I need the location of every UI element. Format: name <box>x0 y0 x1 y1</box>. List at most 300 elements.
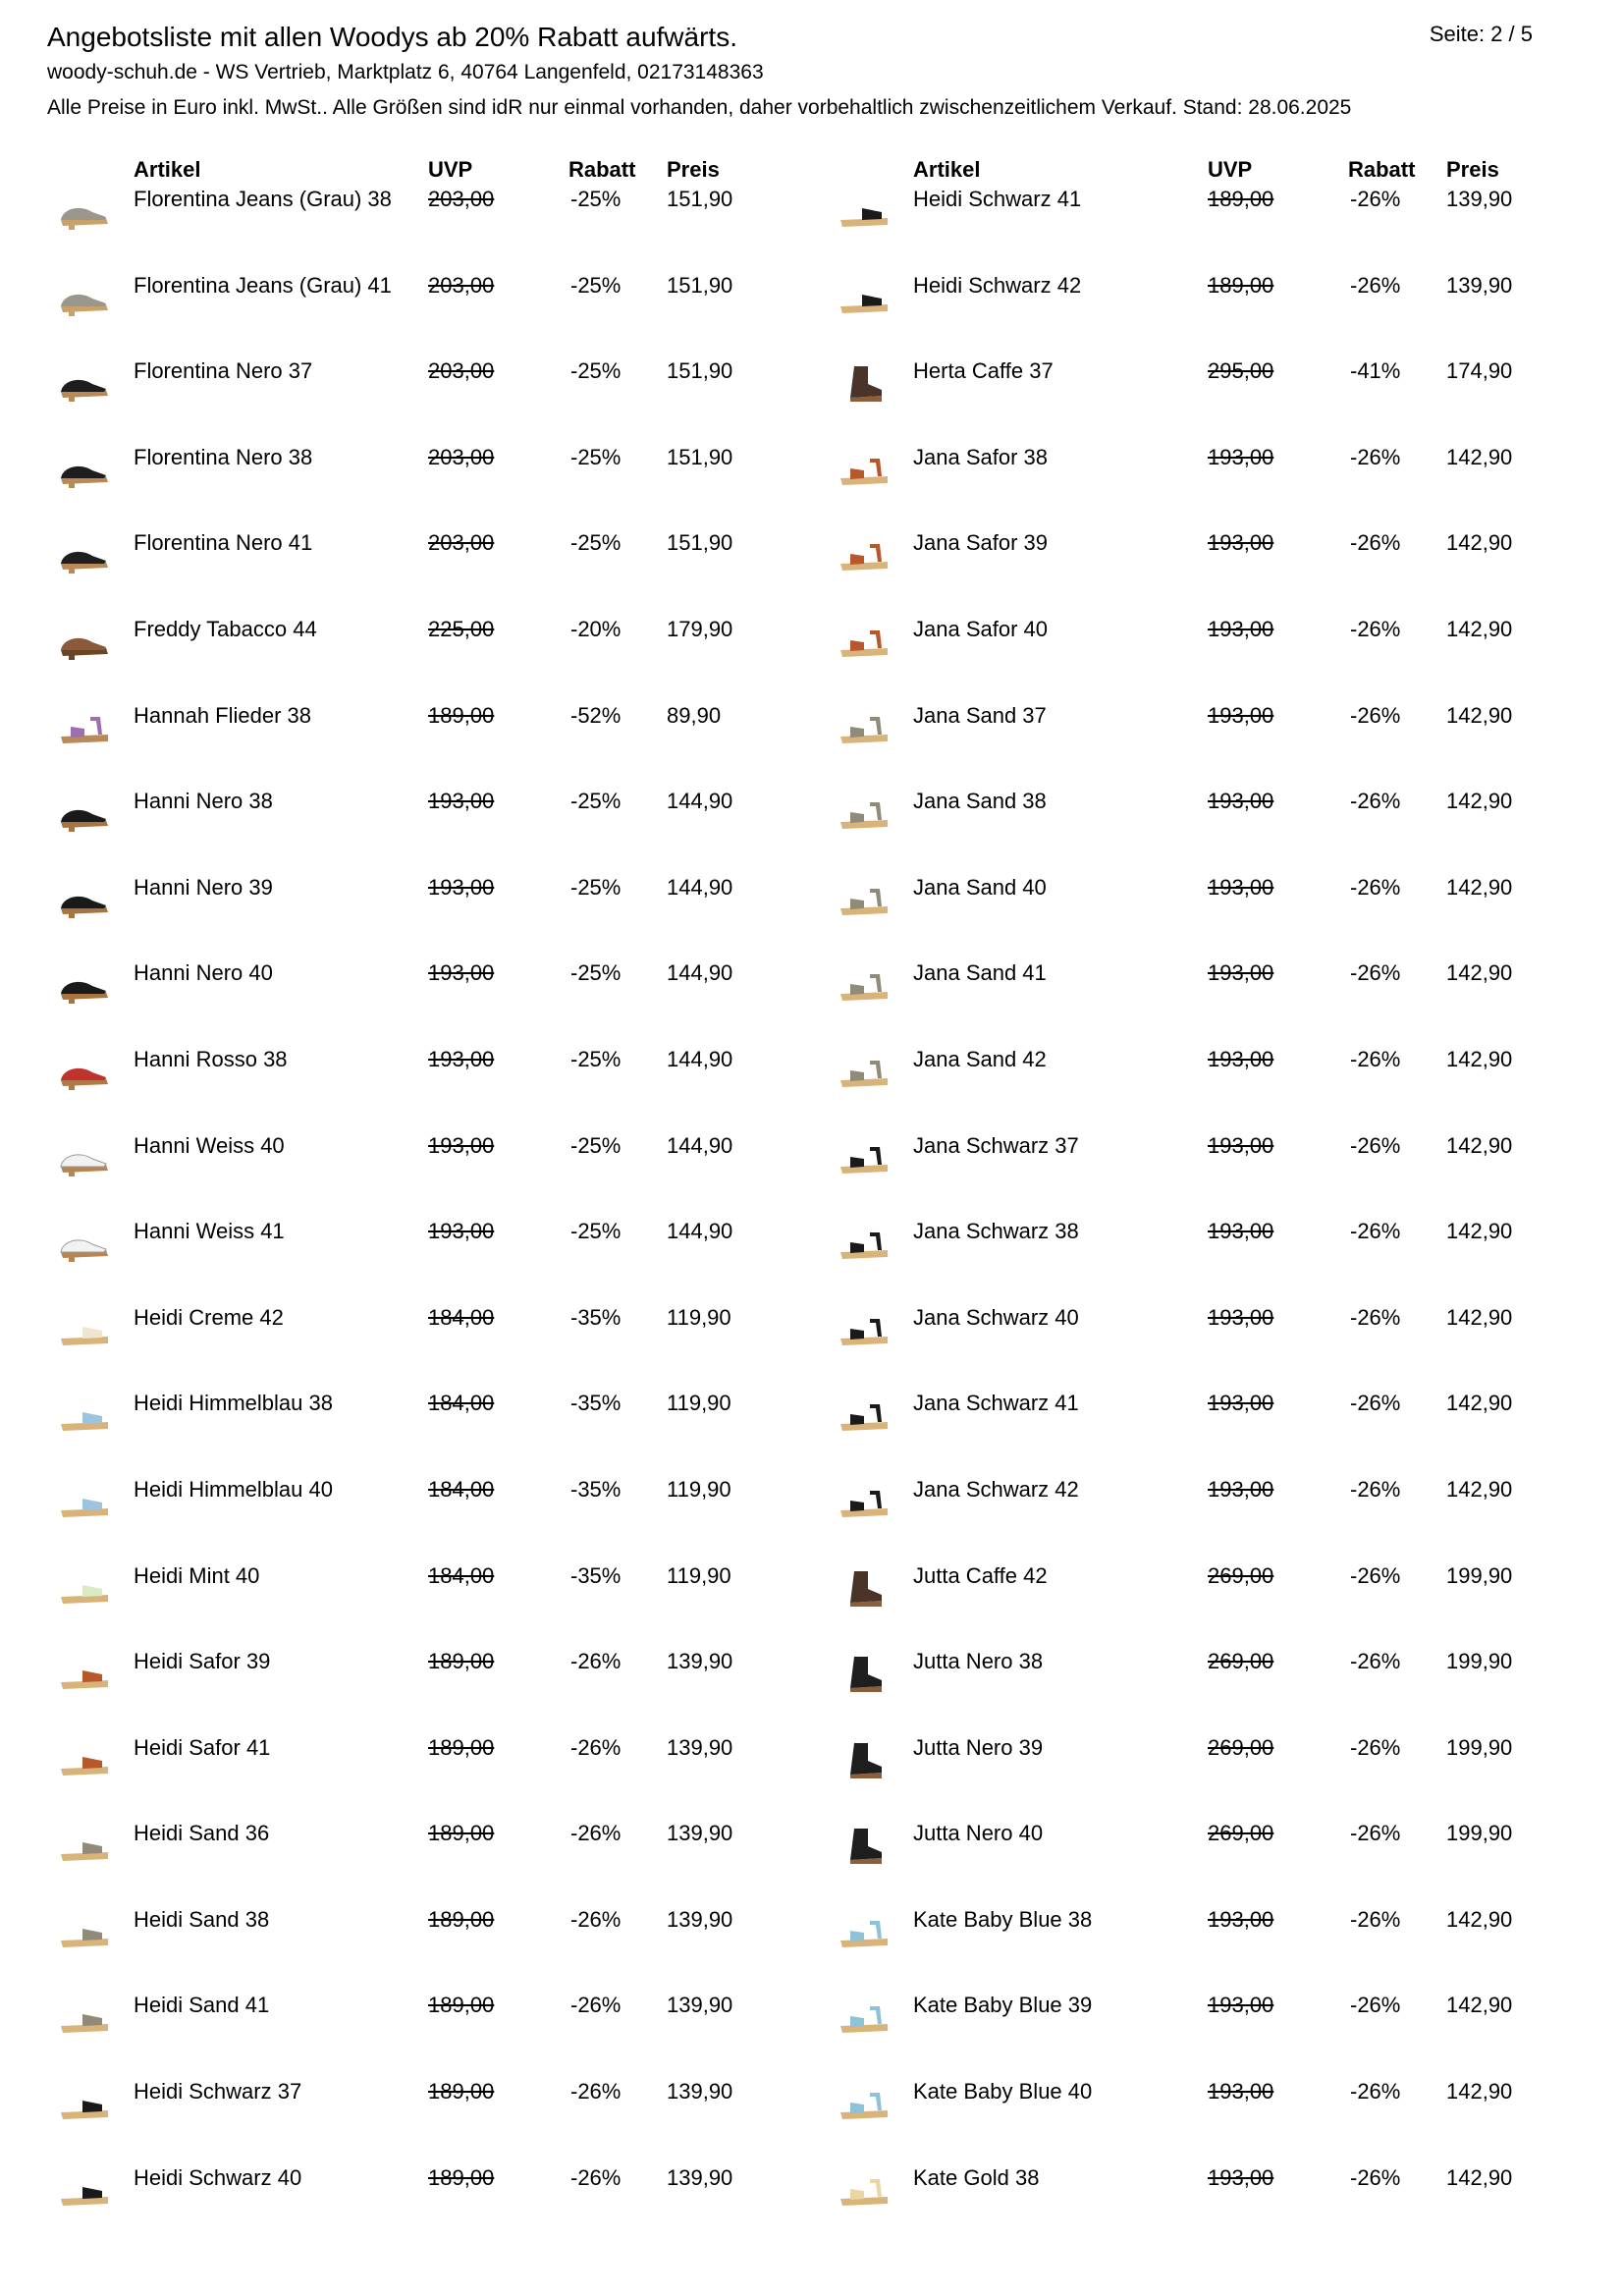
discount: -26% <box>1350 616 1401 641</box>
sale-price: 142,90 <box>1446 530 1513 556</box>
product-name: Florentina Jeans (Grau) 41 <box>134 272 392 298</box>
sale-price: 139,90 <box>667 1821 733 1846</box>
discount: -26% <box>1350 702 1401 728</box>
shoe-thumbnail-icon <box>837 1137 892 1178</box>
discount: -26% <box>1350 1562 1401 1588</box>
shoe-thumbnail-icon <box>837 879 892 920</box>
shoe-thumbnail-icon <box>57 793 112 834</box>
product-name: Heidi Schwarz 42 <box>913 272 1082 298</box>
shoe-thumbnail-icon <box>837 1481 892 1522</box>
shoe-thumbnail-icon <box>57 1739 112 1780</box>
list-price: 193,00 <box>428 789 495 814</box>
list-price: 193,00 <box>1208 1132 1274 1158</box>
table-row <box>827 1219 1602 1305</box>
product-name: Jutta Nero 40 <box>913 1821 1044 1846</box>
list-price: 193,00 <box>1208 1476 1274 1502</box>
product-name: Jana Safor 38 <box>913 444 1048 469</box>
shoe-thumbnail-icon <box>837 1825 892 1866</box>
list-price: 193,00 <box>1208 616 1274 641</box>
discount: -26% <box>1350 1906 1401 1932</box>
sale-price: 174,90 <box>1446 358 1513 384</box>
list-price: 193,00 <box>428 1046 495 1071</box>
list-price: 193,00 <box>1208 1906 1274 1932</box>
list-price: 193,00 <box>428 874 495 900</box>
discount: -25% <box>570 444 622 469</box>
list-price: 193,00 <box>1208 444 1274 469</box>
list-price: 189,00 <box>428 1649 495 1674</box>
list-price: 203,00 <box>428 358 495 384</box>
list-price: 184,00 <box>428 1476 495 1502</box>
discount: -35% <box>570 1304 622 1330</box>
product-name: Kate Baby Blue 39 <box>913 1993 1093 2018</box>
table-row <box>827 1305 1602 1392</box>
shoe-thumbnail-icon <box>837 1051 892 1092</box>
discount: -25% <box>570 960 622 986</box>
list-price: 193,00 <box>428 1219 495 1244</box>
shoe-thumbnail-icon <box>57 1481 112 1522</box>
shoe-thumbnail-icon <box>837 707 892 748</box>
page-title: Angebotsliste mit allen Woodys ab 20% Rabatt aufwärts. <box>47 22 737 52</box>
list-price: 269,00 <box>1208 1562 1274 1588</box>
product-name: Kate Baby Blue 38 <box>913 1906 1093 1932</box>
shoe-thumbnail-icon <box>837 1223 892 1264</box>
sale-price: 144,90 <box>667 960 733 986</box>
table-row <box>47 1735 823 1822</box>
product-name: Jana Sand 41 <box>913 960 1047 986</box>
list-price: 189,00 <box>428 1993 495 2018</box>
list-price: 193,00 <box>1208 530 1274 556</box>
shoe-thumbnail-icon <box>837 534 892 575</box>
sale-price: 139,90 <box>667 1734 733 1760</box>
sale-price: 144,90 <box>667 874 733 900</box>
table-row <box>47 960 823 1047</box>
shoe-thumbnail-icon <box>837 2169 892 2211</box>
discount: -26% <box>1350 272 1401 298</box>
product-name: Heidi Schwarz 40 <box>134 2164 302 2190</box>
sale-price: 142,90 <box>1446 874 1513 900</box>
product-name: Jana Sand 40 <box>913 874 1047 900</box>
table-row <box>827 617 1602 703</box>
sale-price: 144,90 <box>667 1219 733 1244</box>
discount: -52% <box>570 702 622 728</box>
sale-price: 199,90 <box>1446 1734 1513 1760</box>
discount: -25% <box>570 272 622 298</box>
list-price: 193,00 <box>1208 2079 1274 2105</box>
header-uvp: UVP <box>1208 157 1253 182</box>
shoe-thumbnail-icon <box>57 964 112 1006</box>
header-price: Preis <box>1446 157 1499 182</box>
sale-price: 139,90 <box>667 2079 733 2105</box>
list-price: 189,00 <box>428 2164 495 2190</box>
discount: -26% <box>570 2079 622 2105</box>
discount: -26% <box>570 1821 622 1846</box>
discount: -26% <box>1350 1821 1401 1846</box>
list-price: 203,00 <box>428 272 495 298</box>
sale-price: 151,90 <box>667 530 733 556</box>
list-price: 193,00 <box>1208 1304 1274 1330</box>
header-article: Artikel <box>134 157 201 182</box>
table-row <box>47 445 823 531</box>
list-price: 295,00 <box>1208 358 1274 384</box>
product-name: Heidi Sand 36 <box>134 1821 270 1846</box>
product-name: Hanni Rosso 38 <box>134 1046 288 1071</box>
product-name: Jutta Nero 38 <box>913 1649 1044 1674</box>
product-name: Hanni Weiss 40 <box>134 1132 285 1158</box>
product-name: Jana Schwarz 38 <box>913 1219 1079 1244</box>
shoe-thumbnail-icon <box>57 707 112 748</box>
table-row <box>47 1219 823 1305</box>
header-discount: Rabatt <box>568 157 636 182</box>
list-price: 193,00 <box>1208 1046 1274 1071</box>
table-row <box>47 703 823 790</box>
sale-price: 142,90 <box>1446 1391 1513 1416</box>
discount: -25% <box>570 874 622 900</box>
table-row <box>827 1735 1602 1822</box>
sale-price: 142,90 <box>1446 616 1513 641</box>
product-name: Jana Sand 37 <box>913 702 1047 728</box>
discount: -26% <box>570 1993 622 2018</box>
table-row <box>827 1649 1602 1735</box>
table-row <box>827 187 1602 273</box>
product-name: Freddy Tabacco 44 <box>134 616 317 641</box>
price-notice: Alle Preise in Euro inkl. MwSt.. Alle Größen sind idR nur einmal vorhanden, daher vorbehaltlich zwischenzeitlichem Verkauf. Stand: 28.06.2025 <box>47 96 1352 119</box>
list-price: 269,00 <box>1208 1734 1274 1760</box>
sale-price: 151,90 <box>667 358 733 384</box>
sale-price: 119,90 <box>667 1391 731 1416</box>
shoe-thumbnail-icon <box>57 1223 112 1264</box>
list-price: 193,00 <box>1208 960 1274 986</box>
product-name: Jutta Caffe 42 <box>913 1562 1048 1588</box>
product-name: Florentina Nero 38 <box>134 444 313 469</box>
shoe-thumbnail-icon <box>57 879 112 920</box>
sale-price: 142,90 <box>1446 1046 1513 1071</box>
table-row <box>827 1907 1602 1994</box>
shoe-thumbnail-icon <box>837 449 892 490</box>
table-row <box>47 2079 823 2165</box>
table-row <box>827 875 1602 961</box>
shoe-thumbnail-icon <box>57 277 112 318</box>
sale-price: 151,90 <box>667 272 733 298</box>
shoe-thumbnail-icon <box>837 191 892 232</box>
product-name: Hanni Nero 39 <box>134 874 273 900</box>
sale-price: 139,90 <box>1446 272 1513 298</box>
sale-price: 139,90 <box>667 2164 733 2190</box>
shoe-thumbnail-icon <box>57 2083 112 2124</box>
product-name: Hanni Nero 40 <box>134 960 273 986</box>
list-price: 193,00 <box>428 960 495 986</box>
discount: -26% <box>1350 1046 1401 1071</box>
product-name: Heidi Safor 39 <box>134 1649 271 1674</box>
sale-price: 119,90 <box>667 1304 731 1330</box>
list-price: 189,00 <box>428 2079 495 2105</box>
shoe-thumbnail-icon <box>57 449 112 490</box>
sale-price: 199,90 <box>1446 1821 1513 1846</box>
sale-price: 119,90 <box>667 1476 731 1502</box>
shoe-thumbnail-icon <box>57 621 112 662</box>
list-price: 203,00 <box>428 187 495 211</box>
sale-price: 142,90 <box>1446 702 1513 728</box>
shoe-thumbnail-icon <box>57 1825 112 1866</box>
shoe-thumbnail-icon <box>57 191 112 232</box>
shoe-thumbnail-icon <box>837 621 892 662</box>
table-row <box>47 273 823 359</box>
product-name: Hanni Weiss 41 <box>134 1219 285 1244</box>
list-price: 193,00 <box>1208 1219 1274 1244</box>
shoe-thumbnail-icon <box>837 277 892 318</box>
product-name: Heidi Mint 40 <box>134 1562 260 1588</box>
sale-price: 89,90 <box>667 702 722 728</box>
list-price: 189,00 <box>1208 187 1274 211</box>
sale-price: 139,90 <box>1446 187 1513 211</box>
product-name: Jana Schwarz 37 <box>913 1132 1079 1158</box>
table-row <box>47 1907 823 1994</box>
discount: -41% <box>1350 358 1401 384</box>
discount: -26% <box>1350 960 1401 986</box>
product-name: Heidi Safor 41 <box>134 1734 271 1760</box>
discount: -25% <box>570 187 622 211</box>
table-row <box>47 789 823 875</box>
list-price: 189,00 <box>428 1734 495 1760</box>
product-name: Jana Schwarz 42 <box>913 1476 1079 1502</box>
sale-price: 142,90 <box>1446 1476 1513 1502</box>
sale-price: 199,90 <box>1446 1649 1513 1674</box>
shoe-thumbnail-icon <box>837 1567 892 1609</box>
shoe-thumbnail-icon <box>837 1653 892 1694</box>
list-price: 189,00 <box>428 1821 495 1846</box>
table-row <box>827 2165 1602 2252</box>
table-row <box>47 1821 823 1907</box>
table-row <box>827 1993 1602 2079</box>
discount: -26% <box>1350 1132 1401 1158</box>
sale-price: 179,90 <box>667 616 733 641</box>
sale-price: 151,90 <box>667 187 733 211</box>
sale-price: 142,90 <box>1446 789 1513 814</box>
table-row <box>47 1649 823 1735</box>
shoe-thumbnail-icon <box>57 1567 112 1609</box>
product-name: Herta Caffe 37 <box>913 358 1054 384</box>
product-name: Kate Gold 38 <box>913 2164 1040 2190</box>
list-price: 193,00 <box>1208 1391 1274 1416</box>
table-row <box>47 1993 823 2079</box>
discount: -35% <box>570 1476 622 1502</box>
discount: -35% <box>570 1562 622 1588</box>
shoe-thumbnail-icon <box>837 2083 892 2124</box>
shoe-thumbnail-icon <box>57 362 112 404</box>
discount: -26% <box>1350 1219 1401 1244</box>
sale-price: 144,90 <box>667 1046 733 1071</box>
discount: -26% <box>1350 1476 1401 1502</box>
discount: -35% <box>570 1391 622 1416</box>
company-info: woody-schuh.de - WS Vertrieb, Marktplatz 6, 40764 Langenfeld, 02173148363 <box>47 61 764 83</box>
product-name: Jana Safor 40 <box>913 616 1048 641</box>
table-row <box>827 358 1602 445</box>
discount: -26% <box>570 1734 622 1760</box>
discount: -26% <box>1350 1391 1401 1416</box>
product-column-right <box>827 157 1602 2251</box>
table-row <box>47 358 823 445</box>
table-row <box>827 2079 1602 2165</box>
discount: -26% <box>570 2164 622 2190</box>
list-price: 193,00 <box>1208 1993 1274 2018</box>
list-price: 193,00 <box>1208 2164 1274 2190</box>
list-price: 189,00 <box>428 702 495 728</box>
shoe-thumbnail-icon <box>57 1051 112 1092</box>
discount: -26% <box>1350 530 1401 556</box>
discount: -25% <box>570 358 622 384</box>
column-header <box>47 157 823 187</box>
table-row <box>827 1477 1602 1563</box>
product-name: Heidi Himmelblau 38 <box>134 1391 333 1416</box>
list-price: 184,00 <box>428 1304 495 1330</box>
product-name: Hannah Flieder 38 <box>134 702 312 728</box>
discount: -26% <box>1350 444 1401 469</box>
list-price: 193,00 <box>428 1132 495 1158</box>
discount: -26% <box>1350 2164 1401 2190</box>
table-row <box>47 1133 823 1220</box>
sale-price: 144,90 <box>667 1132 733 1158</box>
shoe-thumbnail-icon <box>57 1911 112 1952</box>
discount: -26% <box>1350 1993 1401 2018</box>
list-price: 193,00 <box>1208 874 1274 900</box>
product-name: Heidi Creme 42 <box>134 1304 284 1330</box>
header-discount: Rabatt <box>1348 157 1416 182</box>
table-row <box>827 703 1602 790</box>
shoe-thumbnail-icon <box>837 1739 892 1780</box>
shoe-thumbnail-icon <box>837 1996 892 2038</box>
shoe-thumbnail-icon <box>837 362 892 404</box>
table-row <box>827 1047 1602 1133</box>
product-name: Kate Baby Blue 40 <box>913 2079 1093 2105</box>
discount: -26% <box>570 1649 622 1674</box>
list-price: 203,00 <box>428 530 495 556</box>
discount: -26% <box>1350 2079 1401 2105</box>
shoe-thumbnail-icon <box>57 534 112 575</box>
product-name: Jana Schwarz 40 <box>913 1304 1079 1330</box>
product-name: Florentina Nero 41 <box>134 530 313 556</box>
table-row <box>47 617 823 703</box>
discount: -20% <box>570 616 622 641</box>
product-name: Jutta Nero 39 <box>913 1734 1044 1760</box>
table-row <box>827 530 1602 617</box>
product-name: Jana Sand 38 <box>913 789 1047 814</box>
shoe-thumbnail-icon <box>837 1394 892 1436</box>
sale-price: 144,90 <box>667 789 733 814</box>
shoe-thumbnail-icon <box>837 1911 892 1952</box>
discount: -26% <box>1350 187 1401 211</box>
table-row <box>827 1133 1602 1220</box>
table-row <box>47 530 823 617</box>
table-row <box>827 273 1602 359</box>
table-row <box>827 445 1602 531</box>
shoe-thumbnail-icon <box>57 1996 112 2038</box>
product-name: Heidi Himmelblau 40 <box>134 1476 333 1502</box>
list-price: 193,00 <box>1208 702 1274 728</box>
sale-price: 139,90 <box>667 1649 733 1674</box>
table-row <box>827 1391 1602 1477</box>
shoe-thumbnail-icon <box>57 1394 112 1436</box>
sale-price: 139,90 <box>667 1993 733 2018</box>
product-name: Florentina Nero 37 <box>134 358 313 384</box>
sale-price: 142,90 <box>1446 1132 1513 1158</box>
column-header <box>827 157 1602 187</box>
shoe-thumbnail-icon <box>57 1653 112 1694</box>
list-price: 193,00 <box>1208 789 1274 814</box>
sale-price: 142,90 <box>1446 1304 1513 1330</box>
product-name: Heidi Schwarz 37 <box>134 2079 302 2105</box>
shoe-thumbnail-icon <box>57 1137 112 1178</box>
discount: -26% <box>1350 1734 1401 1760</box>
discount: -26% <box>1350 1304 1401 1330</box>
shoe-thumbnail-icon <box>837 1309 892 1350</box>
table-row <box>47 1391 823 1477</box>
table-row <box>47 875 823 961</box>
header-article: Artikel <box>913 157 981 182</box>
product-name: Hanni Nero 38 <box>134 789 273 814</box>
discount: -25% <box>570 1219 622 1244</box>
sale-price: 142,90 <box>1446 1906 1513 1932</box>
discount: -26% <box>1350 789 1401 814</box>
sale-price: 142,90 <box>1446 1993 1513 2018</box>
table-row <box>827 960 1602 1047</box>
discount: -25% <box>570 1132 622 1158</box>
page-number: Seite: 2 / 5 <box>1429 22 1533 46</box>
product-name: Jana Sand 42 <box>913 1046 1047 1071</box>
sale-price: 151,90 <box>667 444 733 469</box>
shoe-thumbnail-icon <box>57 1309 112 1350</box>
header-uvp: UVP <box>428 157 473 182</box>
sale-price: 139,90 <box>667 1906 733 1932</box>
shoe-thumbnail-icon <box>837 793 892 834</box>
discount: -26% <box>1350 1649 1401 1674</box>
table-row <box>47 1563 823 1650</box>
list-price: 203,00 <box>428 444 495 469</box>
product-column-left <box>47 157 823 2251</box>
sale-price: 142,90 <box>1446 960 1513 986</box>
discount: -25% <box>570 530 622 556</box>
discount: -25% <box>570 789 622 814</box>
discount: -26% <box>570 1906 622 1932</box>
sale-price: 142,90 <box>1446 2164 1513 2190</box>
list-price: 184,00 <box>428 1391 495 1416</box>
list-price: 269,00 <box>1208 1821 1274 1846</box>
product-name: Heidi Schwarz 41 <box>913 187 1082 211</box>
table-row <box>47 1305 823 1392</box>
list-price: 189,00 <box>1208 272 1274 298</box>
list-price: 189,00 <box>428 1906 495 1932</box>
table-row <box>827 789 1602 875</box>
product-name: Jana Safor 39 <box>913 530 1048 556</box>
table-row <box>47 1477 823 1563</box>
product-name: Heidi Sand 41 <box>134 1993 270 2018</box>
list-price: 269,00 <box>1208 1649 1274 1674</box>
sale-price: 142,90 <box>1446 2079 1513 2105</box>
discount: -26% <box>1350 874 1401 900</box>
sale-price: 199,90 <box>1446 1562 1513 1588</box>
discount: -25% <box>570 1046 622 1071</box>
product-name: Heidi Sand 38 <box>134 1906 270 1932</box>
header-price: Preis <box>667 157 720 182</box>
list-price: 184,00 <box>428 1562 495 1588</box>
sale-price: 142,90 <box>1446 444 1513 469</box>
shoe-thumbnail-icon <box>57 2169 112 2211</box>
list-price: 225,00 <box>428 616 495 641</box>
product-name: Florentina Jeans (Grau) 38 <box>134 187 392 211</box>
shoe-thumbnail-icon <box>837 964 892 1006</box>
table-row <box>47 1047 823 1133</box>
product-name: Jana Schwarz 41 <box>913 1391 1079 1416</box>
table-row <box>827 1821 1602 1907</box>
table-row <box>47 187 823 273</box>
